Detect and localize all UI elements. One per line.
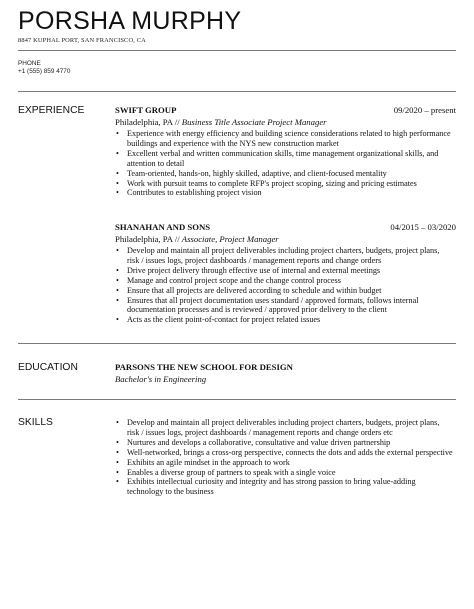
role-separator: //: [172, 117, 182, 127]
job-bullet: • Ensure that all projects are delivered according to schedule and within budget: [115, 286, 453, 296]
job-bullet: • Manage and control project scope and the change control process: [115, 276, 453, 286]
skill-item: • Exhibits an agile mindset in the approach to work: [115, 458, 453, 468]
job-location: Philadelphia, PA: [115, 234, 173, 244]
job-bullet: • Team-oriented, hands-on, highly skilled, adaptive, and client-focused mentality: [115, 169, 453, 179]
job-bullet: • Ensures that all project documentation uses standard / approved formats, follows internal documentation processes and is reviewed / approved prior delivery to the client: [115, 296, 453, 316]
skill-item: • Exhibits intellectual curiosity and integrity and has strong passion to bring value-adding technology to the business: [115, 477, 453, 497]
school-name: PARSONS THE NEW SCHOOL FOR DESIGN: [115, 362, 293, 372]
job-dates: 09/2020 – present: [393, 105, 456, 115]
job-location-role: [115, 234, 279, 244]
degree-text: Bachelor's in Engineering: [115, 374, 207, 384]
job-bullet: • Drive project delivery through effective use of internal and external meetings: [115, 266, 453, 276]
skill-item: • Develop and maintain all project deliverables including project charters, budgets, project plans, risk / issues logs, project dashboards / management reports and change orders etc: [115, 418, 453, 438]
experience-heading: EXPERIENCE: [18, 105, 85, 116]
skills-heading: SKILLS: [18, 417, 53, 428]
degree: [115, 374, 206, 384]
job-bullet: • Contributes to establishing project vision: [115, 188, 453, 198]
job-dates: 04/2015 – 03/2020: [390, 222, 456, 232]
skill-item: • Well-networked, brings a cross-org perspective, connects the dots and adds the external perspective: [115, 448, 453, 458]
skill-item: • Enables a diverse group of partners to speak with a single voice: [115, 468, 453, 478]
job-role: Associate, Project Manager: [181, 234, 279, 244]
job-bullet-list: [115, 246, 453, 325]
job-role: Business Title Associate Project Manager: [181, 117, 327, 127]
job-location-role: [115, 117, 327, 127]
job-company: SWIFT GROUP: [115, 105, 177, 115]
job-bullet: • Experience with energy efficiency and building science considerations related to high performance buildings and experience with the NYS new construction market: [115, 129, 453, 149]
job-bullet: • Excellent verbal and written communication skills, time management organizational skills, and attention to detail: [115, 149, 453, 169]
job-bullet: • Develop and maintain all project deliverables including project charters, budgets, project plans, risk / issues logs, project dashboards / management reports and change orders: [115, 246, 453, 266]
job-bullet: • Acts as the client point-of-contact for project related issues: [115, 315, 453, 325]
job-bullet-list: [115, 129, 453, 198]
skill-item: • Nurtures and develops a collaborative, consultative and value driven partnership: [115, 438, 453, 448]
candidate-name: PORSHA MURPHY: [18, 7, 242, 35]
job-bullet: • Work with pursuit teams to complete RFP's project scoping, sizing and pricing estimates: [115, 179, 453, 189]
education-heading: EDUCATION: [18, 362, 78, 373]
contact-divider: [18, 91, 456, 92]
section-divider: [18, 399, 456, 400]
role-separator: //: [172, 234, 182, 244]
phone-label: PHONE: [18, 60, 41, 67]
job-location: Philadelphia, PA: [115, 117, 173, 127]
header-divider: [18, 50, 456, 51]
skills-list: [115, 418, 453, 497]
phone-number: +1 (555) 859 4770: [18, 68, 71, 75]
job-company: SHANAHAN AND SONS: [115, 222, 211, 232]
section-divider: [18, 343, 456, 344]
address-line: 8847 KUPHAL PORT, SAN FRANCISCO, CA: [18, 37, 146, 44]
